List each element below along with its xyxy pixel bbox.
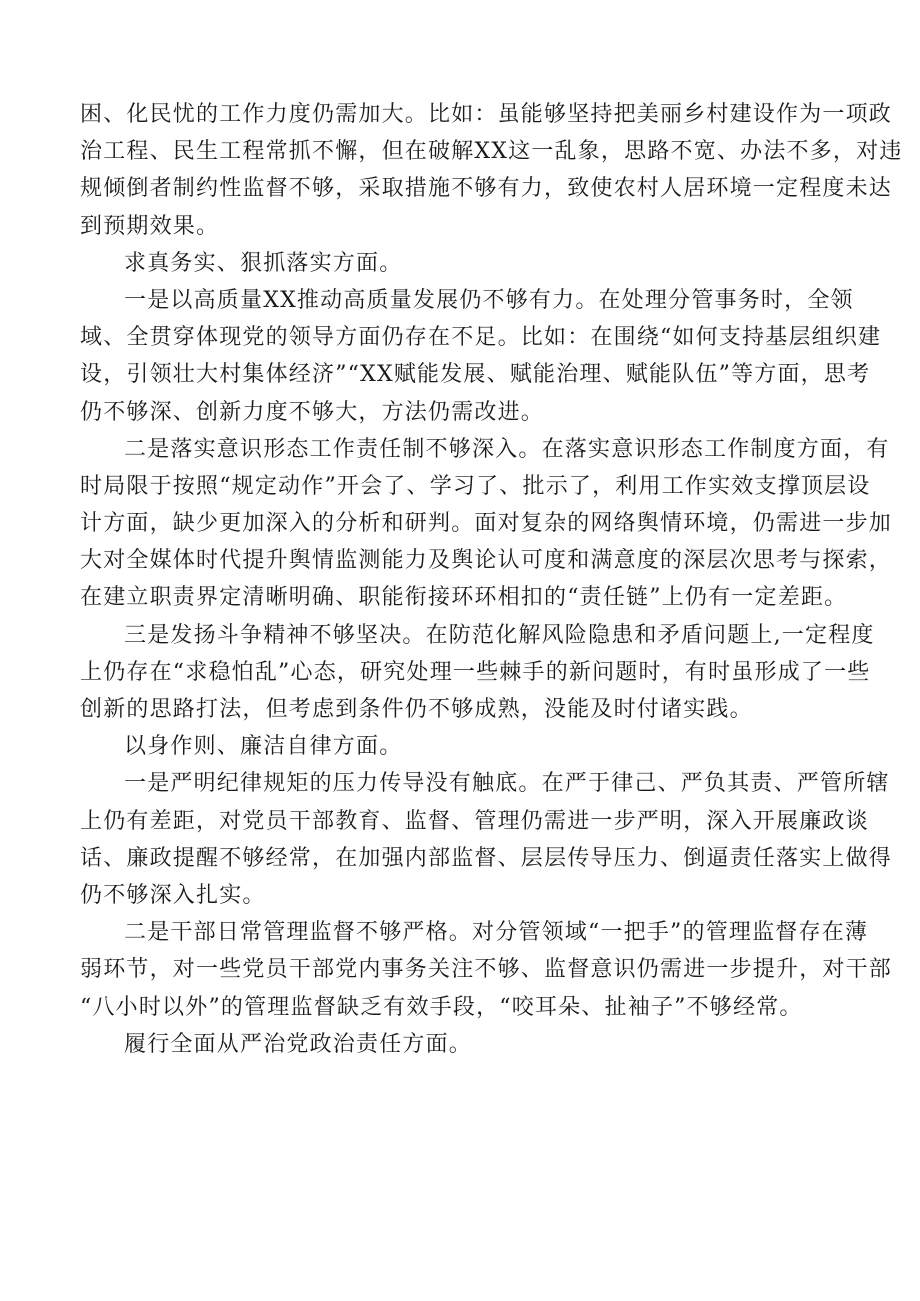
text-line: 在建立职责界定清晰明确、职能衔接环环相扣的“责任链”上仍有一定差距。 [80, 585, 848, 611]
text-line: 创新的思路打法，但考虑到条件仍不够成熟，没能及时付诸实践。 [80, 697, 753, 722]
text-line: 到预期效果。 [80, 213, 220, 239]
text-line: 一是严明纪律规矩的压力传导没有触底。在严于律己、严负其责、严管所辖 [124, 771, 890, 797]
text-line: 治工程、民生工程常抓不懈，但在破解XX这一乱象，思路不宽、办法不多，对违 [80, 139, 903, 165]
text-line: 三是发扬斗争精神不够坚决。在防范化解风险隐患和矛盾问题上,一定程度 [124, 622, 875, 648]
text-line: 求真务实、狠抓落实方面。 [124, 250, 403, 276]
document-body [80, 96, 903, 1063]
text-line: “八小时以外”的管理监督缺乏有效手段，“咬耳朵、扯袖子”不够经常。 [80, 994, 803, 1020]
section-heading-self-discipline [80, 728, 842, 765]
section-heading-seek-truth [80, 245, 842, 282]
paragraph-4 [80, 431, 893, 617]
text-line: 以身作则、廉洁自律方面。 [124, 734, 403, 760]
text-line: 设，引领壮大村集体经济”“XX赋能发展、赋能治理、赋能队伍”等方面，思考 [80, 362, 871, 388]
text-line: 履行全面从严治党政治责任方面。 [124, 1031, 473, 1057]
text-line: 二是干部日常管理监督不够严格。对分管领域“一把手”的管理监督存在薄 [124, 920, 869, 946]
text-line: 上仍存在“求稳怕乱”心态，研究处理一些棘手的新问题时，有时虽形成了一些 [80, 659, 871, 685]
text-line: 大对全媒体时代提升舆情监测能力及舆论认可度和满意度的深层次思考与探索， [80, 548, 893, 574]
text-line: 仍不够深、创新力度不够大，方法仍需改进。 [80, 399, 545, 425]
text-line: 计方面，缺少更加深入的分析和研判。面对复杂的网络舆情环境，仍需进一步加 [80, 511, 893, 537]
text-line: 规倾倒者制约性监督不够，采取措施不够有力，致使农村人居环境一定程度未达 [80, 176, 893, 202]
text-line: 域、全贯穿体现党的领导方面仍存在不足。比如：在围绕“如何支持基层组织建 [80, 325, 882, 351]
paragraph-7 [80, 765, 893, 914]
paragraph-1 [80, 96, 903, 245]
text-line: 二是落实意识形态工作责任制不够深入。在落实意识形态工作制度方面，有 [124, 436, 890, 462]
section-heading-party-governance [80, 1026, 842, 1063]
text-line: 话、廉政提醒不够经常，在加强内部监督、层层传导压力、倒逼责任落实上做得 [80, 845, 893, 871]
text-line: 困、化民忧的工作力度仍需加大。比如：虽能够坚持把美丽乡村建设作为一项政 [80, 102, 893, 127]
paragraph-8 [80, 914, 893, 1026]
text-line: 时局限于按照“规定动作”开会了、学习了、批示了，利用工作实效支撑顶层设 [80, 473, 871, 499]
paragraph-5 [80, 617, 875, 729]
text-line: 弱环节，对一些党员干部党内事务关注不够、监督意识仍需进一步提升，对干部 [80, 957, 893, 983]
text-line: 上仍有差距，对党员干部教育、监督、管理仍需进一步严明，深入开展廉政谈 [80, 808, 869, 834]
text-line: 一是以高质量XX推动高质量发展仍不够有力。在处理分管事务时，全领 [124, 287, 854, 313]
paragraph-3 [80, 282, 882, 431]
text-line: 仍不够深入扎实。 [80, 882, 266, 908]
